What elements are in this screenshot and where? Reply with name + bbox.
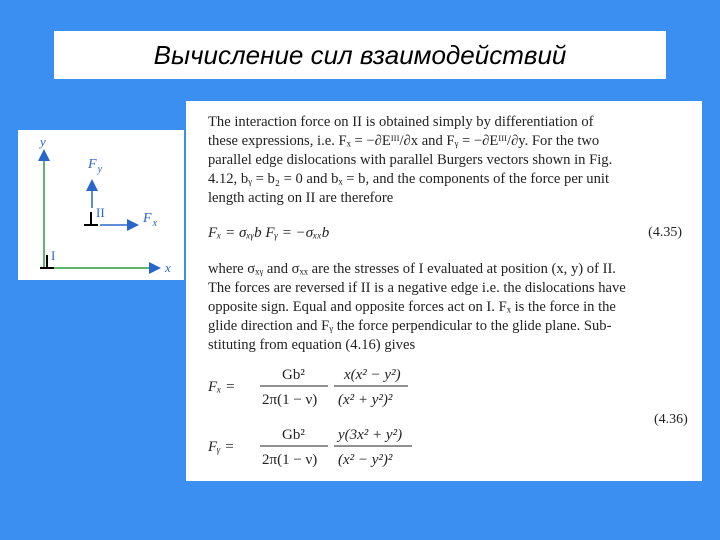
equation-number: (4.35) [648,225,682,240]
text-line: 4.12, bᵧ = b₂ = 0 and bₓ = b, and the components of the force per unit [208,171,610,187]
textbook-page [186,101,702,481]
text-line: parallel edge dislocations with parallel Burgers vectors shown in Fig. [208,152,613,168]
equation-4-36 [208,363,698,475]
slide-title: Вычисление сил взаимодействий [153,39,567,70]
eq-a-den2: (x² + y²)² [338,392,393,408]
text-line: The interaction force on II is obtained simply by differentiation of [208,114,594,130]
paragraph-1 [208,113,696,208]
eq-b-num1: Gb² [282,427,305,443]
eq-b-num2: y(3x² + y²) [338,427,403,443]
force-x-label: $F_x$ [143,211,158,229]
text-line: length acting on II are therefore [208,190,394,206]
text-line: opposite sign. Equal and opposite forces act on I. Fₓ is the force in the [208,299,616,315]
eq-b-den2: (x² − y²)² [338,452,393,468]
y-axis-label: y [40,134,46,149]
dislocation-diagram [18,130,184,280]
dislocation-2-label: II [96,205,105,220]
eq-a-num2: x(x² − y²) [344,367,401,383]
text-line: these expressions, i.e. Fₓ = −∂Eᴵᴵᴵ/∂x and Fᵧ = −∂Eᴵᴵᴵ/∂y. For the two [208,133,600,149]
slide-title-box [54,31,666,79]
diagram-svg [18,130,184,280]
force-y-label: $F_y$ [88,157,103,175]
paragraph-2 [208,260,696,355]
eq-a-lhs: Fₓ = [208,379,236,395]
eq-b-den1: 2π(1 − ν) [262,452,318,468]
eq-436-number: (4.36) [654,412,688,427]
equation-4-35 [208,225,696,242]
text-line: where σₓᵧ and σₓₓ are the stresses of I evaluated at position (x, y) of II. [208,261,616,277]
eq-b-lhs: Fᵧ = [208,439,235,455]
text-line: stituting from equation (4.16) gives [208,337,416,353]
text-line: The forces are reversed if II is a negative edge i.e. the dislocations have [208,280,626,296]
x-axis-label: x [165,260,171,275]
eq-a-den1: 2π(1 − ν) [262,392,318,408]
dislocation-1-label: I [51,248,56,263]
equation-text: Fₓ = σₓᵧb Fᵧ = −σₓₓb [208,225,330,241]
text-line: glide direction and Fᵧ the force perpendicular to the glide plane. Sub- [208,318,612,334]
eq-a-num1: Gb² [282,367,305,383]
